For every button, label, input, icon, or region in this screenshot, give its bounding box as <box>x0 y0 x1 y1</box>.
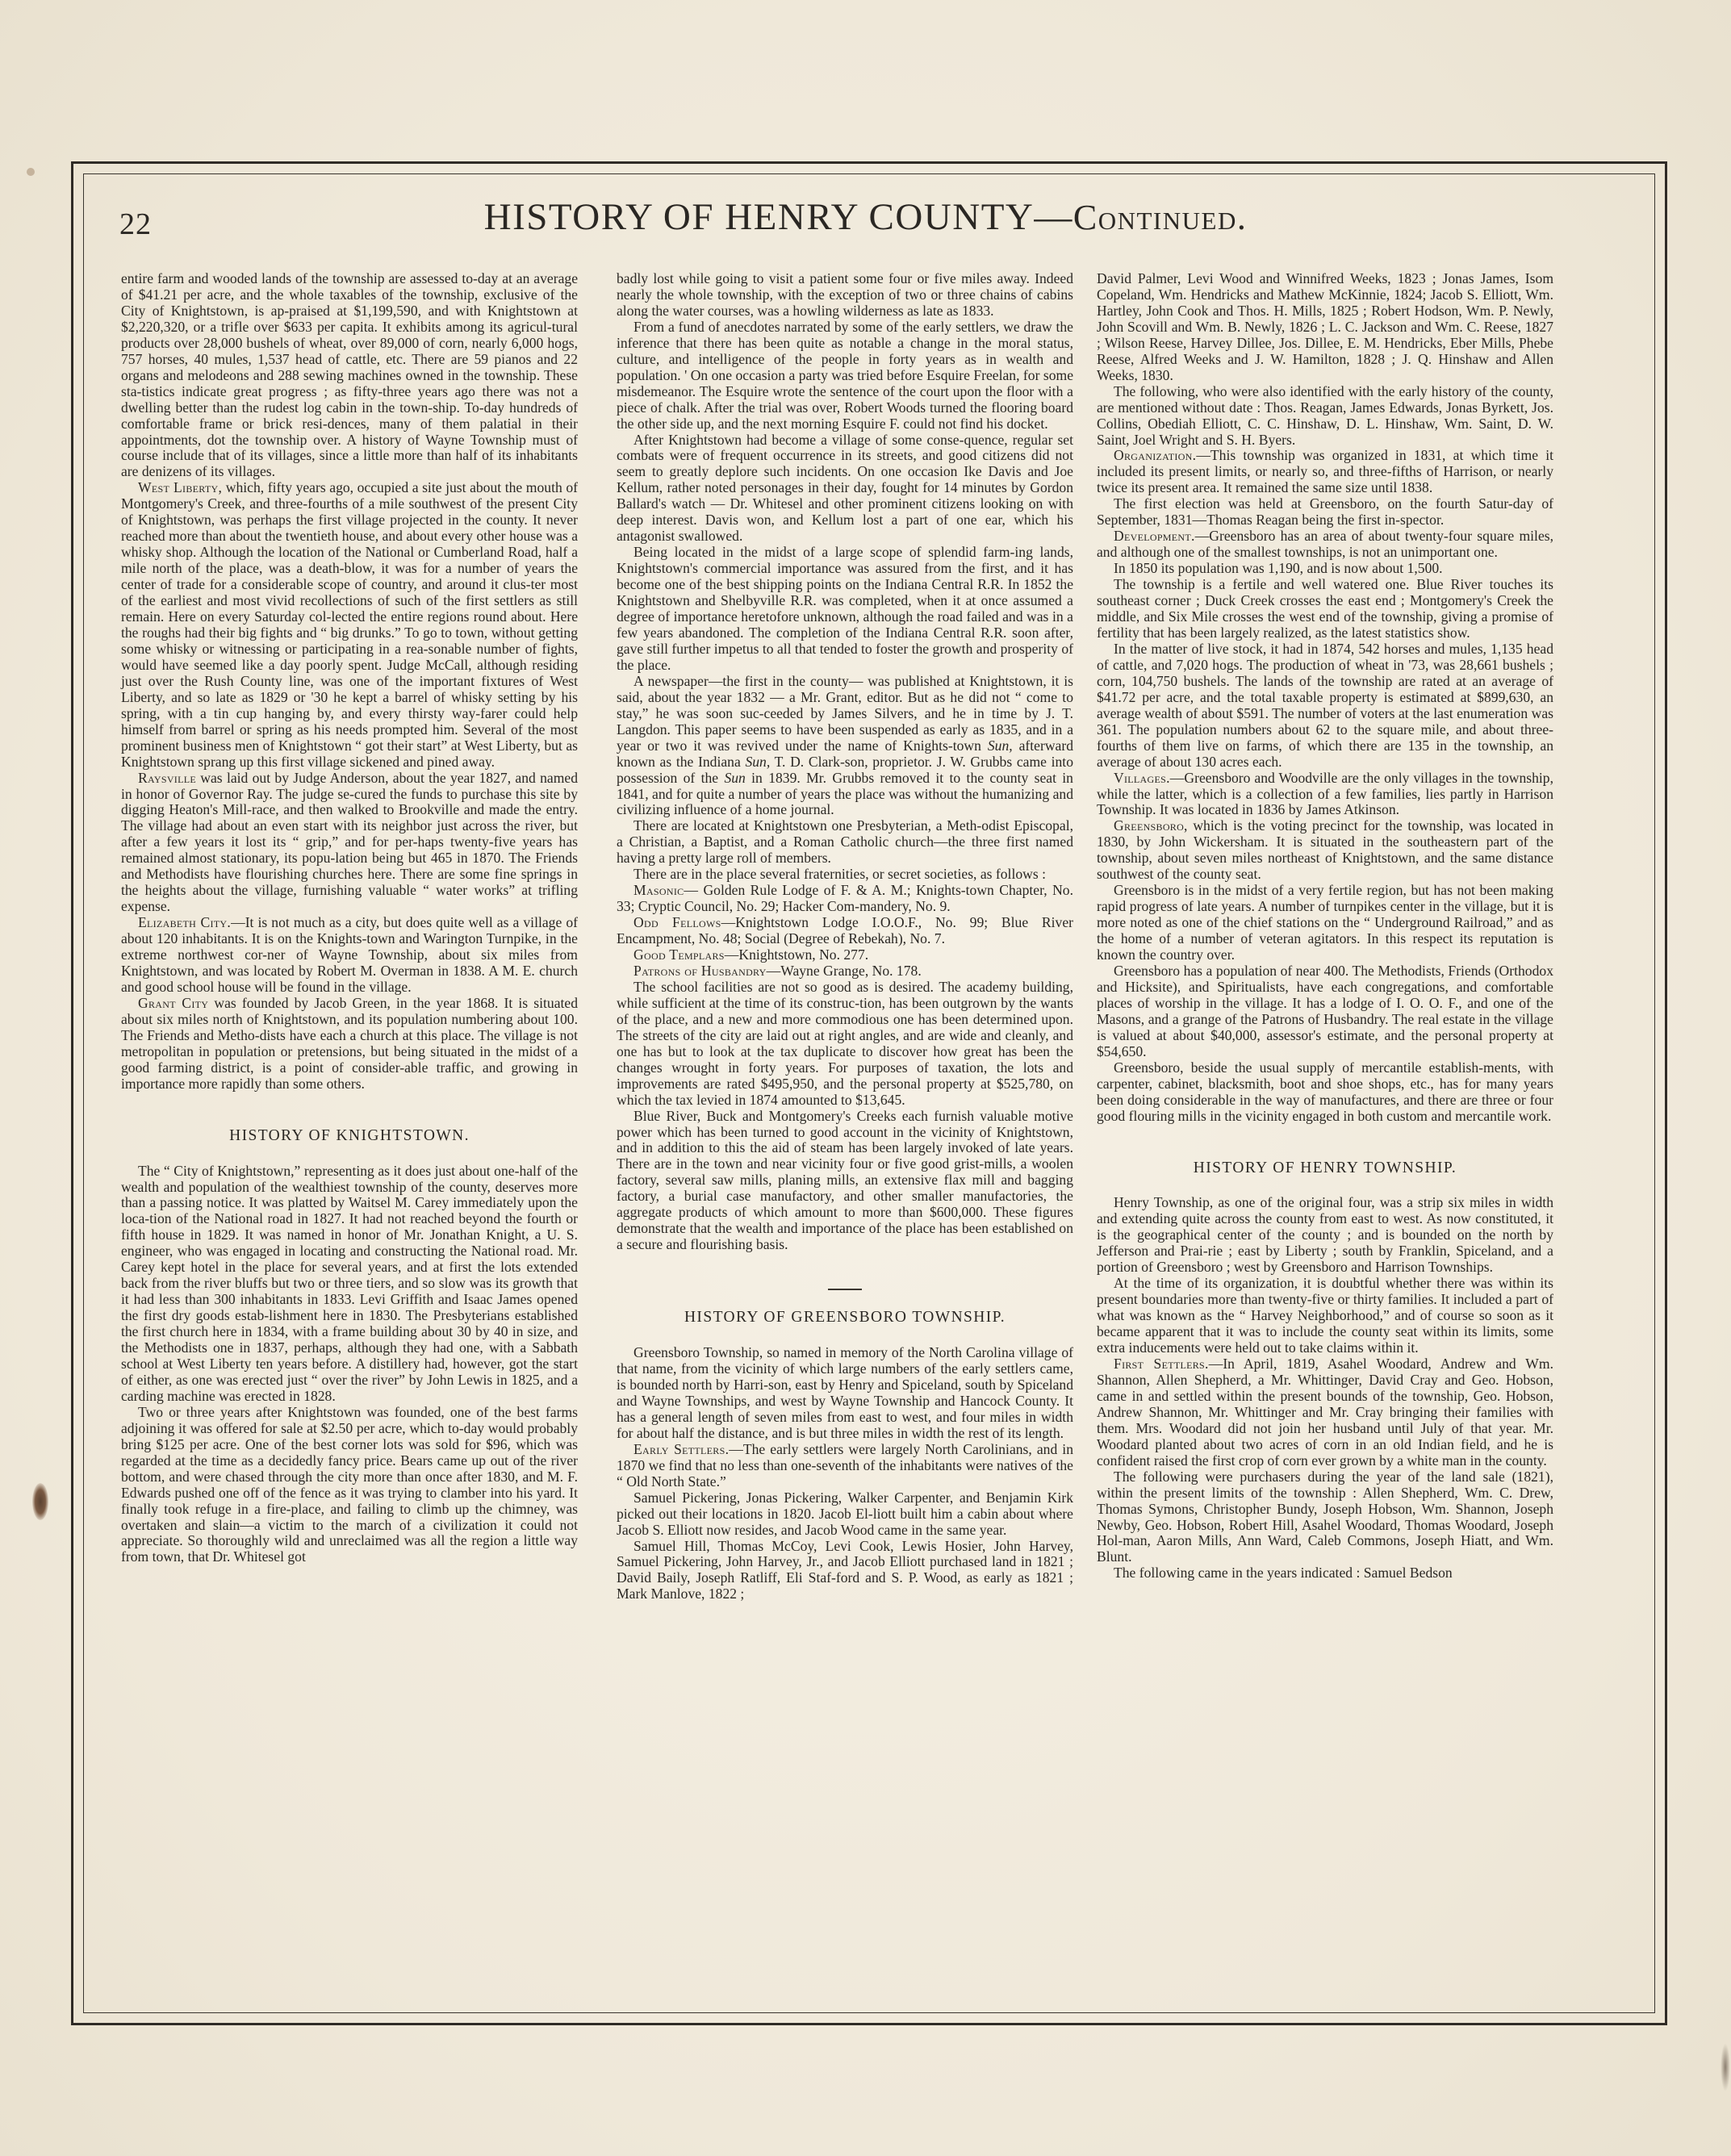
paragraph-text: in 1839. Mr. Grubbs removed it to the county seat in 1841, and for quite a number of years the place was without the humanizing and civilizing influence of a home journal. <box>617 769 1073 818</box>
run-in-heading: Odd Fellows <box>633 914 721 931</box>
paragraph: In the matter of live stock, it had in 1874, 542 horses and mules, 1,135 head of cattle, and 7,020 hogs. The production of wheat in '73, was 28,661 bushels ; corn, 104,750 bushels. The lands of the township are rated at an average of $41.72 per acre, and the total taxable property is estimated at $899,630, an average wealth of about $591. The number of voters at the last enumeration was 361. The population numbers about 62 to the square mile, and about three-fourths of them live on farms, of which there are 135 in the township, an average of about 130 acres each. <box>1097 640 1553 770</box>
paragraph: entire farm and wooded lands of the township are assessed to-day at an average of $41.21 per acre, and the whole taxables of the township, exclusive of the City of Knightstown, is ap-praised at $1,199,590, and with Knightstown at $2,220,320, or a trifle over $633 per capita. It exhibits among its agricul-tural products over 28,000 bushels of wheat, over 89,000 of corn, nearly 6,000 hogs, 757 horses, 40 mules, 1,537 head of cattle, etc. There are 59 pianos and 22 organs and melodeons and 288 sewing machines owned in the township. These sta-tistics indicate great progress ; as fifty-three years ago there was not a dwelling better than the rudest log cabin in the town-ship. To-day hundreds of comfortable frame or brick resi-dences, many of them palatial in their appointments, dot the township over. A history of Wayne Township must of course include that of its villages, since a little more than half of its inhabitants are denizens of its villages. <box>121 270 578 480</box>
newspaper-name: Sun <box>724 769 746 786</box>
paper-tear <box>1721 2043 1730 2091</box>
text-column-1 <box>121 271 578 1565</box>
paragraph-text: was founded by Jacob Green, in the year 1868. It is situated about six miles north of Knightstown, and its population numbering about 100. The Friends and Metho-dists have each a church at this place. The village is not metropolitan in population or pretensions, but being situated in the midst of a good farming district, is a point of consider-able traffic, and growing in importance more rapidly than some others. <box>121 994 578 1092</box>
run-in-heading: Organization. <box>1114 447 1197 464</box>
paragraph-text: —It is not much as a city, but does quite well as a village of about 120 inhabitants. It is on the Knights-town and Warington Turnpike, in the extreme northwest cor-ner of Wayne Township, about six miles from Knightstown, and was located by Robert M. Overman in 1838. A M. E. church and good school house will be found in the village. <box>121 914 578 995</box>
paragraph <box>1097 818 1553 883</box>
text-column-3 <box>1097 271 1553 1581</box>
run-in-heading: Early Settlers. <box>633 1440 730 1457</box>
paragraph-text: A newspaper—the first in the county— was published at Knightstown, it is said, about the year 1832 — a Mr. Grant, editor. But as he did not “ come to stay,” he was soon suc-ceeded by James Silvers, and he in time by J. T. Langdon. This paper seems to have been suspended as early as 1835, and in a year or two it was revived under the name of Knights-town <box>617 672 1073 754</box>
paragraph: Greensboro has a population of near 400. The Methodists, Friends (Orthodox and Hicksite), and Spiritualists, have each congregations, and comfortable places of worship in the village. It has a lodge of I. O. O. F., and one of the Masons, and a grange of the Patrons of Husbandry. The real estate in the village is valued at about $40,000, assessor's estimate, and the personal property at $54,650. <box>1097 962 1553 1059</box>
page-number: 22 <box>119 207 152 241</box>
run-in-heading: Raysville <box>138 769 196 786</box>
section-heading-greensboro: HISTORY OF GREENSBORO TOWNSHIP. <box>684 1309 1006 1327</box>
text-column-2 <box>617 271 1073 1602</box>
run-in-heading: Greensboro, <box>1114 817 1188 834</box>
paragraph-text: afterward known as the Indiana <box>617 737 1073 770</box>
paragraph-text: was laid out by Judge Anderson, about the year 1827, and named in honor of Governor Ray. The judge se-cured the funds to purchase this site by digging Heaton's Mill-race, and then walked to Brookville and made the entry. The village had about an even start with its neighbor just across the river, but after a few years it lost its “ grip,” and for per-haps twenty-five years has remained almost stationary, its popu-lation being but 465 in 1870. The Friends and Methodists have flourishing churches here. There are some fine springs in the heights about the village, furnishing valuable “ water works” at trifling expense. <box>121 769 578 915</box>
page-title-main: HISTORY OF HENRY COUNTY <box>483 196 1035 238</box>
paragraph-text: —Greensboro and Woodville are the only villages in the township, while the latter, which is a collection of a few families, lies partly in Harrison Township. It was located in 1836 by James Atkinson. <box>1097 769 1553 818</box>
paragraph: From a fund of anecdotes narrated by some of the early settlers, we draw the inference that there has been quite as notable a change in the moral status, culture, and intelligence of the people in forty years as in wealth and population. ' On one occasion a party was tried before Esquire Freelan, for some misdemeanor. The Esquire wrote the sentence of the court upon the floor with a piece of chalk. After the trial was over, Robert Woods turned the flooring board the other side up, and the next morning Esquire F. could not find his docket. <box>617 318 1073 432</box>
paragraph-text: —In April, 1819, Asahel Woodard, Andrew and Wm. Shannon, Allen Shepherd, a Mr. Whittinger, David Cray and Geo. Hobson, came in and settled within the present bounds of the township, Geo. Hobson, Andrew Shannon, Mr. Whittinger and Mr. Cray bringing their families with them. Mrs. Woodard did not join her husband until July of that year. Mr. Woodard planted about two acres of corn in an old Indian field, and he is confident raised the first crop of corn ever grown by a white man in the county. <box>1097 1356 1553 1469</box>
section-heading-henry: HISTORY OF HENRY TOWNSHIP. <box>1193 1159 1457 1176</box>
paragraph-text: —Knightstown, No. 277. <box>724 946 869 963</box>
paragraph: Samuel Hill, Thomas McCoy, Levi Cook, Lewis Hosier, John Harvey, Samuel Pickering, John Harvey, Jr., and Jacob Elliott purchased land in 1821 ; David Baily, Joseph Ratliff, Eli Staf-ford and S. P. Wood, as early as 1821 ; Mark Manlove, 1822 ; <box>617 1537 1073 1602</box>
paragraph: After Knightstown had become a village of some conse-quence, regular set combats were of frequent occurrence in its streets, and good citizens did not seem to greatly deplore such incidents. On one occasion Ike Davis and Joe Kellum, rather noted personages in their day, fought for 14 minutes by Gordon Ballard's watch — Dr. Whitesel and other prominent citizens looking on with deep interest. Davis won, and Kellum lost a part of one ear, which his antagonist swallowed. <box>617 431 1073 545</box>
paragraph-text: —This township was organized in 1831, at which time it included its present limits, or nearly so, and three-fifths of Harrison, or nearly twice its present area. It remained the same size until 1838. <box>1097 447 1553 496</box>
paragraph-text: —Knightstown Lodge I.O.O.F., No. 99; Blue River Encampment, No. 48; Social (Degree of Rebekah), No. 7. <box>617 914 1073 947</box>
paragraph <box>121 996 578 1093</box>
run-in-heading: Patrons of Husbandry <box>633 962 767 979</box>
run-in-heading: Villages. <box>1114 769 1170 786</box>
paragraph: Greensboro is in the midst of a very fertile region, but has not been making rapid progress of late years. A number of turnpikes center in the village, but it is more noted as one of the chief stations on the “ Underground Railroad,” and as the home of a number of veteran agitators. In this respect its reputation is known the country over. <box>1097 882 1553 963</box>
paragraph: The first election was held at Greensboro, on the fourth Satur-day of September, 1831—Thomas Reagan being the first in-spector. <box>1097 495 1553 529</box>
paragraph <box>617 947 1073 963</box>
paragraph: Samuel Pickering, Jonas Pickering, Walker Carpenter, and Benjamin Kirk picked out their locations in 1820. Jacob El-liott built him a cabin about where Jacob S. Elliott now resides, and Jacob Wood came in the same year. <box>617 1489 1073 1538</box>
section-heading-knightstown: HISTORY OF KNIGHTSTOWN. <box>229 1126 470 1144</box>
paragraph <box>617 674 1073 819</box>
run-in-heading: West Liberty, <box>138 479 223 496</box>
run-in-heading: Good Templars <box>633 946 725 963</box>
paragraph: Greensboro Township, so named in memory of the North Carolina village of that name, from the vicinity of which large numbers of the early settlers came, is bounded north by Harri-son, east by Henry and Spiceland, south by Spiceland and Wayne Townships, and west by Wayne Township and Hancock County. It has a general length of seven miles from east to west, and four miles in width for about half the distance, and is but three miles in width the rest of its length. <box>617 1344 1073 1441</box>
paragraph <box>1097 529 1553 561</box>
paragraph: In 1850 its population was 1,190, and is now about 1,500. <box>1114 560 1443 577</box>
paragraph <box>1097 1356 1553 1469</box>
paragraph-text: T. D. Clark-son, proprietor. J. W. Grubbs came into possession of the <box>617 753 1073 786</box>
run-in-heading: Elizabeth City. <box>138 914 232 931</box>
paragraph: The following, who were also identified with the early history of the county, are mentioned without date : Thos. Reagan, James Edwards, Jonas Byrkett, Jos. Collins, Obediah Elliott, C. C. Hinshaw, D. L. Hinshaw, Wm. Saint, D. W. Saint, Joel Wright and S. H. Byers. <box>1097 382 1553 448</box>
run-in-heading: Grant City <box>138 994 209 1011</box>
paragraph <box>121 771 578 916</box>
paragraph: Being located in the midst of a large scope of splendid farm-ing lands, Knightstown's commercial importance was assured from the first, and it has become one of the best shipping points on the Indiana Central R.R. In 1852 the Knightstown and Shelbyville R.R. was completed, when it at once assumed a degree of importance heretofore unknown, although the road failed and was in a few years abandoned. The completion of the Indiana Central R.R. soon after, gave still further impetus to all that tended to foster the growth and prosperity of the place. <box>617 544 1073 673</box>
paragraph <box>121 915 578 996</box>
paragraph <box>121 480 578 770</box>
newspaper-name: Sun, <box>987 737 1013 754</box>
run-in-heading: First Settlers. <box>1114 1356 1209 1372</box>
ink-smudge <box>32 1483 48 1520</box>
paragraph: The township is a fertile and well watered one. Blue River touches its southeast corner ; Duck Creek crosses the east end ; Montgomery's Creek the middle, and Six Mile crosses the west end of the township, giving a promise of fertility that has been largely realized, as the latest statistics show. <box>1097 576 1553 641</box>
page-title-continued: Continued. <box>1072 198 1248 237</box>
page-title-dash: — <box>1034 196 1073 238</box>
newspaper-name: Sun, <box>745 753 771 770</box>
paragraph <box>1097 448 1553 496</box>
paragraph-text: —The early settlers were largely North Carolinians, and in 1870 we find that no less than one-seventh of the inhabitants were natives of the “ Old North State.” <box>617 1440 1073 1490</box>
paragraph: There are located at Knightstown one Presbyterian, a Meth-odist Episcopal, a Christian, a Baptist, and a Roman Catholic church—the three first named having a pretty large roll of members. <box>617 817 1073 867</box>
page-title <box>0 195 1731 239</box>
run-in-heading: Masonic <box>633 882 684 899</box>
paragraph-text: which, fifty years ago, occupied a site just about the mouth of Montgomery's Creek, and three-fourths of a mile southwest of the present City of Knightstown, was perhaps the first village projected in the county. It never reached more than about the twentieth house, and about every other house was a whisky shop. Although the location of the National or Cumberland Road, half a mile north of the place, was a death-blow, it was for a number of years the center of trade for a considerable scope of country, and around it clus-ter most of the earliest and most vivid recollections of such of the first settlers as still remain. Here on every Saturday col-lected the entire regions round about. Here the roughs had their big fights and “ big drunks.” To go to town, without getting some whisky or witnessing or participating in a rea-sonable number of fights, would have seemed like a day poorly spent. Judge McCall, although residing just over the Rush County line, was one of the important fixtures of West Liberty, and so late as 1829 or '30 he kept a barrel of whisky setting by his spring, with a tin cup hanging by, and every thirsty way-farer could help himself from barrel or spring as his needs prompted him. Several of the most prominent business men of Knightstown “ got their start” at West Liberty, but as Knightstown sprang up this first village sickened and pined away. <box>121 479 578 770</box>
paragraph-text: —Greensboro has an area of about twenty-four square miles, and although one of the smallest townships, is not an unimportant one. <box>1097 528 1553 561</box>
paragraph: There are in the place several fraternities, or secret societies, as follows : <box>633 866 1046 883</box>
paragraph: Henry Township, as one of the original four, was a strip six miles in width and extending quite across the county from east to west. As now constituted, it is the geographical center of the county ; and is bounded on the north by Jefferson and Prai-rie ; east by Liberty ; south by Franklin, Spiceland, and a portion of Greensboro ; west by Greensboro and Harrison Townships. <box>1097 1194 1553 1276</box>
paragraph-text: — Golden Rule Lodge of F. & A. M.; Knights-town Chapter, No. 33; Cryptic Council, No. 29; Hacker Com-mandery, No. 9. <box>617 882 1073 915</box>
paragraph: At the time of its organization, it is doubtful whether there was within its present boundaries more than twenty-five or thirty families. It included a part of what was known as the “ Harvey Neighborhood,” and of course so soon as it became apparent that it was to include the county seat within its limits, some extra inducements were held out to take claims within it. <box>1097 1275 1553 1356</box>
paragraph: David Palmer, Levi Wood and Winnifred Weeks, 1823 ; Jonas James, Isom Copeland, Wm. Hendricks and Mathew McKinnie, 1824; Jacob S. Elliott, Wm. Hartley, John Cook and Thos. H. Mills, 1825 ; Robert Hodson, Wm. P. Newly, John Scovill and Wm. B. Newly, 1826 ; L. C. Jackson and Wm. C. Reese, 1827 ; Wilson Reese, Harvey Dillee, Jos. Dillee, E. M. Hendricks, Eber Mills, Phebe Reese, Alfred Weeks and J. W. Hamilton, 1828 ; J. Q. Hinshaw and Allen Weeks, 1830. <box>1097 270 1553 383</box>
paragraph: badly lost while going to visit a patient some four or five miles away. Indeed nearly the whole township, with the exception of two or three chains of cabins along the water courses, was a howling wilderness as late as 1833. <box>617 270 1073 319</box>
paper-blemish <box>27 168 35 176</box>
paragraph: The following came in the years indicated : Samuel Bedson <box>1114 1565 1453 1581</box>
paragraph: The “ City of Knightstown,” representing as it does just about one-half of the wealth and population of the wealthiest township of the county, deserves more than a passing notice. It was platted by Waitsel M. Carey immediately upon the loca-tion of the National road in 1827. It had not reached beyond the fourth or fifth house in 1829. It was named in honor of Mr. Jonathan Knight, a U. S. engineer, who was engaged in locating and constructing the National road. Mr. Carey kept hotel in the place for several years, and at first the lots extended back from the river bluffs but two or three tiers, and so slow was its growth that it had less than 300 inhabitants in 1833. Levi Griffith and Isaac James opened the first dry goods estab-lishment here in 1830. The Presbyterians established the first church here in 1834, with a frame building about 30 by 40 in size, and the Methodists one in 1837, perhaps, although they had one, with a Sabbath school at West Liberty ten years before. A distillery had, however, got the start of either, as one was erected just “ over the river” by John Lewis in 1825, and a carding machine was erected in 1828. <box>121 1162 578 1404</box>
paragraph-text: which is the voting precinct for the township, was located in 1830, by John Wickersham. It is situated in the southeastern part of the township, about seven miles northeast of Knightstown, and the same distance southwest of the county seat. <box>1097 817 1553 883</box>
paragraph: Two or three years after Knightstown was founded, one of the best farms adjoining it was offered for sale at $2.50 per acre, which to-day would probably bring $125 per acre. One of the best corner lots was sold for $96, which was regarded at the time as a decidedly fancy price. Bears came up out of the river bottom, and were chased through the city more than once after 1830, and M. F. Edwards pushed one off of the fence as it was trying to clamber into his yard. It finally took refuge in a fire-place, and failing to climb up the chimney, was overtaken and slain—a victim to the march of a civilization it could not appreciate. So thoroughly wild and unreclaimed was all the region a little way from town, that Dr. Whitesel got <box>121 1403 578 1565</box>
paragraph <box>617 963 1073 980</box>
paragraph <box>1097 771 1553 819</box>
paragraph <box>617 883 1073 915</box>
paragraph: Blue River, Buck and Montgomery's Creeks each furnish valuable motive power which has been turned to good account in the vicinity of Knightstown, and in addition to this the aid of steam has been largely invoked of late years. There are in the town and near vicinity four or five good grist-mills, a woolen factory, several saw mills, planing mills, an extensive flax mill and bagging factory, a burial case manufactory, and other smaller manufactories, the aggregate products of which amount to more than $600,000. These figures demonstrate that the wealth and importance of the place has been established on a secure and flourishing basis. <box>617 1107 1073 1253</box>
paragraph: The following were purchasers during the year of the land sale (1821), within the present limits of the township : Allen Shepherd, Wm. C. Drew, Thomas Symons, Christopher Bundy, Joseph Hobson, Wm. Shannon, Joseph Newby, Geo. Hobson, Robert Hill, Asahel Woodard, Thomas Woodard, Joseph Hol-man, Aaron Mills, Ann Ward, Caleb Commons, Joseph Hiatt, and Wm. Blunt. <box>1097 1468 1553 1565</box>
paragraph-text: —Wayne Grange, No. 178. <box>766 962 922 979</box>
run-in-heading: Development. <box>1114 528 1195 545</box>
paragraph <box>617 915 1073 947</box>
paragraph: Greensboro, beside the usual supply of mercantile establish-ments, with carpenter, cabinet, blacksmith, boot and shoe shops, etc., has for many years been doing considerable in the way of manufactures, and there are three or four good flouring mills in the vicinity engaged in both custom and mercantile work. <box>1097 1059 1553 1124</box>
paragraph: The school facilities are not so good as is desired. The academy building, while sufficient at the time of its construc-tion, has been outgrown by the wants of the place, and a new and more commodious one has been determined upon. The streets of the city are laid out at right angles, and are wide and cleanly, and one has but to look at the tax duplicate to discover how great has been the changes wrought in forty years. For purposes of taxation, the lots and improvements are rated $495,950, and the personal property at $525,780, on which the tax levied in 1874 amounted to $13,645. <box>617 978 1073 1108</box>
paragraph <box>617 1442 1073 1490</box>
